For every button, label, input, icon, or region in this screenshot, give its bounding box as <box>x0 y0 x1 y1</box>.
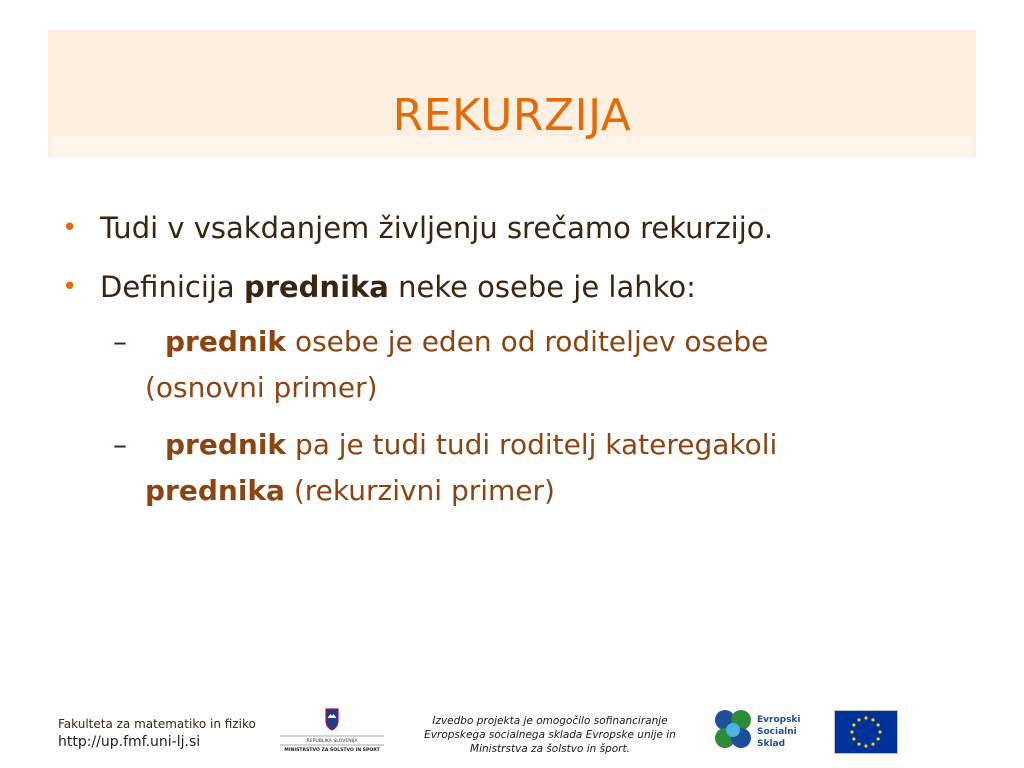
eu-star <box>877 723 880 726</box>
eu-star <box>852 723 855 726</box>
bullet-text: Tudi v vsakdanjem življenju srečamo rekurzijo. <box>100 211 774 245</box>
eu-star <box>857 718 860 721</box>
sub-dash: – <box>113 325 127 358</box>
esf-logo <box>711 708 813 754</box>
sub-text-bold: prednik <box>165 428 287 461</box>
sub-text-mid: pa je tudi tudi roditelj kateregakoli <box>286 428 778 461</box>
ministry-line2: MINISTRSTVO ZA ŠOLSTVO IN ŠPORT <box>284 748 380 753</box>
eu-flag-icon <box>834 710 898 754</box>
esf-line1: Evropski <box>757 715 801 725</box>
bullet-text-pre: Definicija <box>100 270 244 304</box>
bullet-dot: • <box>62 213 78 243</box>
bullet-text-post: neke osebe je lahko: <box>388 270 696 304</box>
faculty-footer <box>58 716 256 752</box>
bullet-item <box>62 267 942 307</box>
faculty-name: Fakulteta za matematiko in fiziko <box>58 717 256 731</box>
sub-item <box>113 422 875 514</box>
eu-star <box>871 743 874 746</box>
eu-star <box>850 730 853 733</box>
eu-star <box>877 737 880 740</box>
sub-item <box>113 319 875 411</box>
bullet-dot: • <box>62 272 78 302</box>
sub-dash: – <box>113 428 127 461</box>
sub-text-bold-2: prednika <box>145 474 285 507</box>
slide-title: REKURZIJA <box>392 90 632 141</box>
funding-note: Izvedbo projekta je omogočilo sofinanciranje Evropskega socialnega sklada Evropske unije in Ministrstva za šolstvo in šport. <box>424 715 676 755</box>
sub-text-bold: prednik <box>165 325 287 358</box>
sub-text-post: (rekurzivni primer) <box>284 474 555 507</box>
eu-star <box>857 743 860 746</box>
bullet-text-bold: prednika <box>243 270 389 304</box>
coat-of-arms-icon <box>326 709 338 730</box>
eu-star <box>864 716 867 719</box>
esf-line2: Socialni <box>757 727 797 737</box>
bullet-item <box>62 208 942 248</box>
esf-line3: Sklad <box>757 739 786 749</box>
sub-text-post: osebe je eden od roditeljev osebe (osnovni primer) <box>145 325 769 404</box>
ministry-logo <box>280 707 384 754</box>
ministry-line1: REPUBLIKA SLOVENIJA <box>306 739 358 744</box>
eu-star <box>852 737 855 740</box>
eu-star <box>871 718 874 721</box>
eu-star <box>878 730 881 733</box>
slide-content <box>62 208 942 514</box>
eu-star <box>864 744 867 747</box>
faculty-url[interactable]: http://up.fmf.uni-lj.si <box>58 734 201 750</box>
